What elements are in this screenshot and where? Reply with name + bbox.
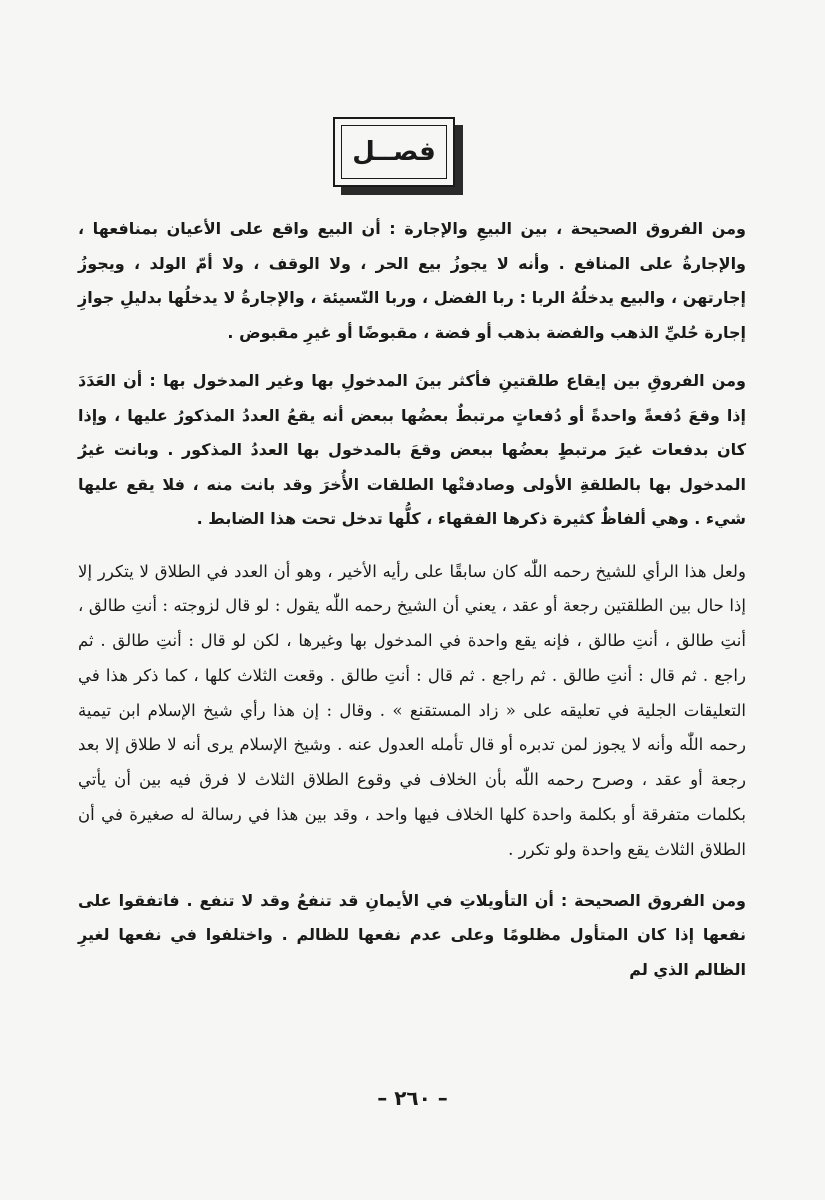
page-number: – ٢٦٠ – bbox=[377, 1086, 448, 1110]
paragraph-2: ومن الفروقِ بين إيقاع طلقتينِ فأكثر بينَ المدخولِ بها وغير المدخول بها : أن العَدَدَ إذا وقعَ دُفعةً واحدةً أو دُفعاتٍ مرتبطٌ بعضُها ببعض أنه يقعُ العددُ المذكورُ عليها ، وإذا كان بدفعات غيرَ مرتبطٍ بعضُها ببعض وقعَ بالمدخول بها العددُ المذكور . وبانت غيرُ المدخول بها بالطلقةِ الأولى وصادفتْها الطلقات الأُخرَ وقد بانت منه ، فلا يقع عليها شيء . وهي ألفاظٌ كثيرة ذكرها الفقهاء ، كلُّها تدخل تحت هذا الضابط . bbox=[78, 371, 746, 528]
section-title-frame bbox=[333, 117, 457, 189]
text-body bbox=[78, 212, 746, 987]
paragraph-3: ولعل هذا الرأي للشيخ رحمه اللّٰه كان سابقًا على رأيه الأخير ، وهو أن العدد في الطلاق لا يتكرر إلا إذا حال بين الطلقتين رجعة أو عقد ، يعني أن الشيخ رحمه اللّٰه يقول : لو قال لزوجته : أنتِ طالق ، أنتِ طالق ، أنتِ طالق ، فإنه يقع واحدة في المدخول بها وغيرها ، لكن لو قال : أنتِ طالق . ثم راجع . ثم قال : أنتِ طالق . ثم راجع . ثم قال : أنتِ طالق . وقعت الثلاث كلها ، كما ذكر هذا في التعليقات الجلية في تعليقه على « زاد المستقنع » . وقال : إن هذا رأي شيخ الإسلام ابن تيمية رحمه اللّٰه وأنه لا يجوز لمن تدبره أو قال تأمله العدول عنه . وشيخ الإسلام يرى أنه لا طلاق إلا بعد رجعة أو عقد ، وصرح رحمه اللّٰه بأن الخلاف في وقوع الطلاق الثلاث لا فرق فيه بين أن يأتي بكلمات متفرقة أو بكلمة واحدة كلها الخلاف فيها واحد ، وقد بين هذا في رسالة له صغيرة في أن الطلاق الثلاث يقع واحدة ولو تكرر . bbox=[78, 561, 746, 859]
section-title: فصــل bbox=[341, 125, 447, 179]
paragraph-4: ومن الفروق الصحيحة : أن التأويلاتِ في الأيمانِ قد تنفعُ وقد لا تنفع . فاتفقوا على نفعها إذا كان المتأول مظلومًا وعلى عدم نفعها للظالم . واختلفوا في نفعها لغيرِ الظالم الذي لم bbox=[78, 890, 746, 979]
paragraph-1: ومن الفروق الصحيحة ، بين البيعِ والإجارة : أن البيع واقع على الأعيان بمنافعها ، والإجارةُ على المنافع . وأنه لا يجوزُ بيع الحر ، ولا الوقف ، ولا أمّ الولد ، ويجوزُ إجارتهن ، والبيع يدخلُهُ الربا : ربا الفضل ، وربا النّسيئة ، والإجارةُ لا يدخلُها بدليلِ جوازِ إجارة حُليِّ الذهب والفضة بذهب أو فضة ، مقبوضًا أو غيرِ مقبوض . bbox=[78, 219, 746, 342]
title-box bbox=[333, 117, 455, 187]
